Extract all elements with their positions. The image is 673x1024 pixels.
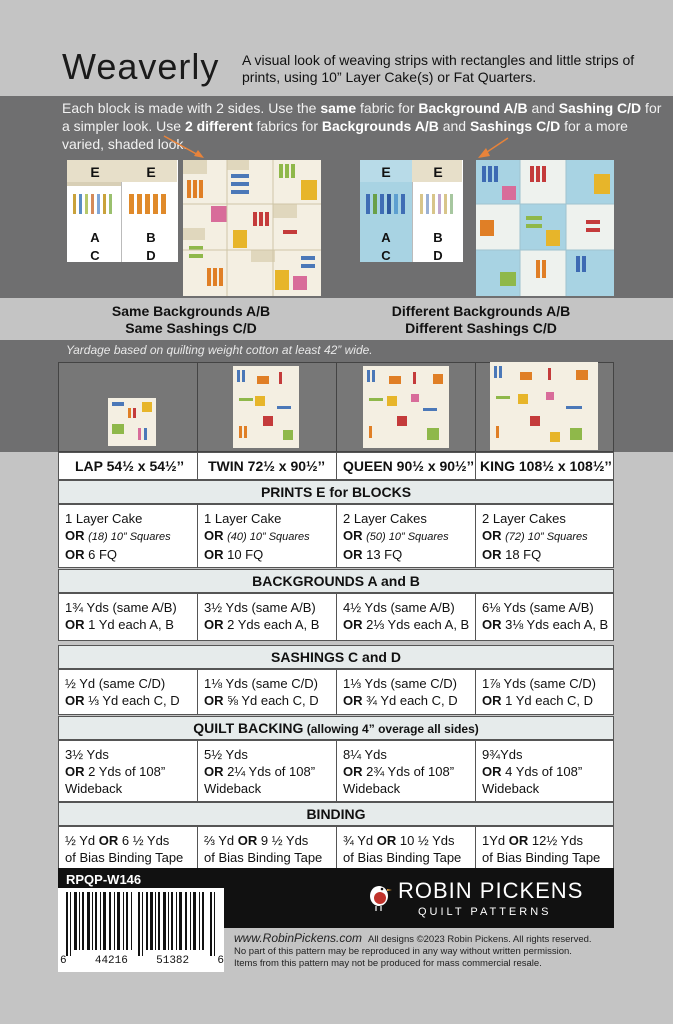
website-link[interactable]: www.RobinPickens.com: [234, 931, 363, 945]
sash-king: 1⅞ Yds (same C/D) OR 1 Yd each C, D: [482, 676, 596, 708]
section-prints: PRINTS E for BLOCKS: [58, 480, 614, 504]
label-e-left: E: [90, 164, 100, 180]
queen-quilt-image: [363, 366, 449, 448]
label-d: D: [146, 248, 156, 263]
size-king: KING 108½ x 108½’’: [480, 458, 612, 474]
label-c: C: [381, 248, 391, 263]
sash-queen: 1⅓ Yds (same C/D) OR ¾ Yd each C, D: [343, 676, 458, 708]
size-labels-row: [58, 452, 614, 480]
same-quilt-image: [183, 160, 321, 296]
backgrounds-row: [58, 593, 614, 641]
different-block-diagram: [360, 160, 462, 262]
backing-row: [58, 740, 614, 802]
bg-queen: 4½ Yds (same A/B) OR 2⅓ Yds each A, B: [343, 600, 470, 632]
lap-quilt-image: [108, 398, 156, 446]
same-block-diagram: [67, 160, 177, 262]
label-b: B: [146, 230, 156, 245]
binding-queen: ¾ Yd OR 10 ½ Yds of Bias Binding Tape: [343, 833, 462, 865]
same-caption: Same Backgrounds A/B Same Sashings C/D: [111, 303, 271, 336]
label-d: D: [433, 248, 443, 263]
sashings-row: [58, 669, 614, 715]
label-a: A: [381, 230, 391, 245]
quilt-size-images: [58, 362, 614, 452]
arrow-icon: [474, 134, 514, 162]
size-queen: QUEEN 90½ x 90½’’: [343, 458, 474, 474]
prints-queen: 2 Layer Cakes OR (50) 10” Squares OR 13 FQ: [343, 511, 449, 562]
prints-twin: 1 Layer Cake OR (40) 10” Squares OR 10 FQ: [204, 511, 310, 562]
arrow-icon: [160, 132, 210, 162]
backing-lap: 3½ Yds OR 2 Yds of 108” Wideback: [65, 747, 166, 796]
backing-queen: 8¼ Yds OR 2¾ Yds of 108” Wideback: [343, 747, 455, 796]
king-quilt-image: [490, 362, 598, 450]
section-backgrounds: BACKGROUNDS A and B: [58, 569, 614, 593]
label-e-right: E: [433, 164, 443, 180]
backing-king: 9¾Yds OR 4 Yds of 108” Wideback: [482, 747, 583, 796]
backing-twin: 5½ Yds OR 2¼ Yds of 108” Wideback: [204, 747, 316, 796]
strip-pattern-icon: [67, 190, 177, 222]
pattern-subtitle: A visual look of weaving strips with rectangles and little strips of prints, using 10” Layer Cake(s) or Fat Quarters.: [242, 52, 635, 85]
strip-pattern-icon: [360, 190, 462, 222]
label-c: C: [90, 248, 100, 263]
intro-text: Each block is made with 2 sides. Use the same fabric for Background A/B and Sashing C/D for a simpler look. Use 2 different fabrics for Backgrounds A/B and Sashings C/D for a more varied, shaded look.: [62, 100, 662, 152]
barcode-number: 6 44216 51382 6: [60, 955, 224, 967]
size-lap: LAP 54½ x 54½’’: [75, 458, 184, 474]
label-a: A: [90, 230, 100, 245]
binding-lap: ½ Yd OR 6 ½ Yds of Bias Binding Tape: [65, 833, 184, 865]
pattern-code: RPQP-W146: [66, 872, 142, 887]
label-e-left: E: [381, 164, 391, 180]
sash-lap: ½ Yd (same C/D) OR ⅓ Yd each C, D: [65, 676, 180, 708]
section-binding: BINDING: [58, 802, 614, 826]
section-sashings: SASHINGS C and D: [58, 645, 614, 669]
yardage-note: Yardage based on quilting weight cotton at least 42” wide.: [66, 343, 373, 357]
robin-bird-icon: [364, 878, 394, 912]
brand-subtitle: QUILT PATTERNS: [418, 906, 552, 918]
prints-king: 2 Layer Cakes OR (72) 10” Squares OR 18 FQ: [482, 511, 588, 562]
binding-twin: ⅔ Yd OR 9 ½ Yds of Bias Binding Tape: [204, 833, 323, 865]
different-caption: Different Backgrounds A/B Different Sashings C/D: [391, 303, 571, 336]
sash-twin: 1⅛ Yds (same C/D) OR ⅝ Yd each C, D: [204, 676, 319, 708]
prints-row: [58, 504, 614, 568]
bg-twin: 3½ Yds (same A/B) OR 2 Yds each A, B: [204, 600, 320, 632]
different-quilt-image: [476, 160, 614, 296]
size-twin: TWIN 72½ x 90½’’: [208, 458, 325, 474]
section-backing: QUILT BACKING (allowing 4” overage all sides): [58, 716, 614, 740]
label-b: B: [433, 230, 443, 245]
binding-king: 1Yd OR 12½ Yds of Bias Binding Tape: [482, 833, 601, 865]
bg-lap: 1¾ Yds (same A/B) OR 1 Yd each A, B: [65, 600, 177, 632]
legal-text: www.RobinPickens.com All designs ©2023 Robin Pickens. All rights reserved. No part of this pattern may be reproduced in any way without written permission. Items from this pattern may not be produced for mass commercial resale.: [234, 931, 592, 969]
barcode-bars: [66, 892, 218, 956]
binding-row: [58, 826, 614, 870]
brand-logo: ROBIN PICKENS: [398, 878, 584, 903]
prints-lap: 1 Layer Cake OR (18) 10” Squares OR 6 FQ: [65, 511, 171, 562]
twin-quilt-image: [233, 366, 299, 448]
label-e-right: E: [146, 164, 156, 180]
bg-king: 6⅛ Yds (same A/B) OR 3⅛ Yds each A, B: [482, 600, 609, 632]
pattern-title: Weaverly: [62, 46, 220, 87]
